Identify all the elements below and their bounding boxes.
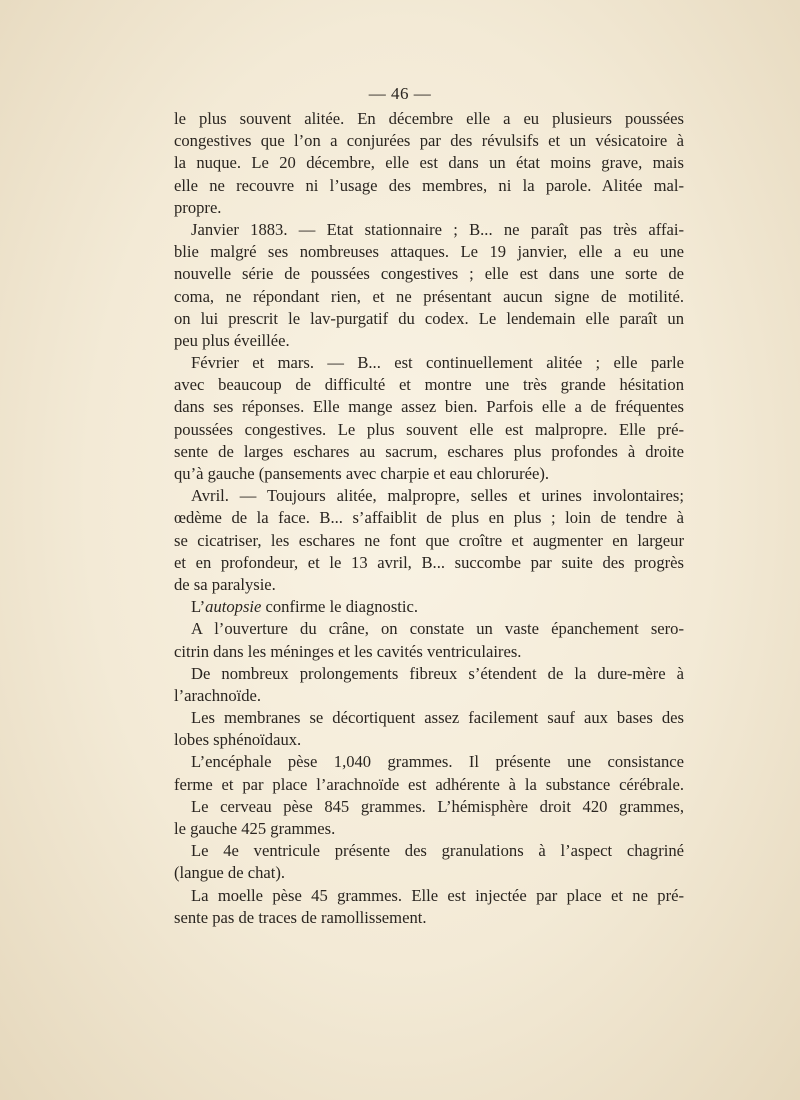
text-line: la nuque. Le 20 décembre, elle est dans un état moins grave, mais xyxy=(174,153,684,173)
text-line: Janvier 1883. — Etat stationnaire ; B... ne paraît pas très affai- xyxy=(191,219,684,239)
text-line xyxy=(174,596,684,618)
text-line: on lui prescrit le lav-purgatif du codex. Le lendemain elle paraît un xyxy=(174,308,684,328)
text-line: De nombreux prolongements fibreux s’étendent de la dure-mère à xyxy=(191,663,684,683)
text-line: Février et mars. — B... est continuellement alitée ; elle parle xyxy=(191,353,684,373)
text-line: de sa paralysie. xyxy=(174,574,276,594)
text-line: le plus souvent alitée. En décembre elle a eu plusieurs poussées xyxy=(174,109,684,128)
text-line: Avril. — Toujours alitée, malpropre, selles et urines involontaires; xyxy=(191,486,684,506)
text-line: avec beaucoup de difficulté et montre une très grande hésitation xyxy=(174,375,684,395)
text-line: l’arachnoïde. xyxy=(174,685,262,705)
text-line: se cicatriser, les eschares ne font que croître et augmenter en largeur xyxy=(174,530,684,550)
text-line: A l’ouverture du crâne, on constate un vaste épanchement sero- xyxy=(191,619,684,639)
text-line: congestives que l’on a conjurées par des révulsifs et un vésicatoire à xyxy=(174,131,684,151)
text-fragment: confirme le diagnostic. xyxy=(261,597,419,617)
text-line: coma, ne répondant rien, et ne présentant aucun signe de motilité. xyxy=(174,286,684,306)
text-fragment: L’ xyxy=(191,597,206,617)
text-line: le gauche 425 grammes. xyxy=(174,819,336,838)
text-line: propre. xyxy=(174,197,222,217)
body-text xyxy=(174,108,684,929)
italic-word: autopsie xyxy=(205,597,262,617)
text-line: blie malgré ses nombreuses attaques. Le 19 janvier, elle a eu une xyxy=(174,242,684,262)
text-line: sente de larges eschares au sacrum, eschares plus profondes à droite xyxy=(174,441,684,461)
text-line: Le 4e ventricule présente des granulations à l’aspect chagriné xyxy=(191,841,684,861)
text-line: lobes sphénoïdaux. xyxy=(174,730,302,750)
text-line: nouvelle série de poussées congestives ; elle est dans une sorte de xyxy=(174,264,684,284)
text-line: dans ses réponses. Elle mange assez bien. Parfois elle a de fréquentes xyxy=(174,397,684,417)
text-line: œdème de la face. B... s’affaiblit de plus en plus ; loin de tendre à xyxy=(174,508,684,528)
text-line: Les membranes se décortiquent assez facilement sauf aux bases des xyxy=(191,708,684,728)
text-line: elle ne recouvre ni l’usage des membres, ni la parole. Alitée mal- xyxy=(174,175,684,195)
text-line: qu’à gauche (pansements avec charpie et eau chlorurée). xyxy=(174,464,549,483)
text-line: (langue de chat). xyxy=(174,863,286,883)
text-line: et en profondeur, et le 13 avril, B... succombe par suite des progrès xyxy=(174,552,684,572)
text-line: citrin dans les méninges et les cavités ventriculaires. xyxy=(174,641,522,661)
text-line: ferme et par place l’arachnoïde est adhérente à la substance cérébrale. xyxy=(174,774,684,794)
text-line: La moelle pèse 45 grammes. Elle est injectée par place et ne pré- xyxy=(191,885,684,905)
text-line: sente pas de traces de ramollissement. xyxy=(174,907,427,927)
text-line: Le cerveau pèse 845 grammes. L’hémisphère droit 420 grammes, xyxy=(191,796,684,816)
text-line: poussées congestives. Le plus souvent elle est malpropre. Elle pré- xyxy=(174,419,684,439)
text-line: peu plus éveillée. xyxy=(174,330,290,350)
text-line: L’encéphale pèse 1,040 grammes. Il présente une consistance xyxy=(191,752,684,772)
page-number: — 46 — xyxy=(368,84,432,103)
